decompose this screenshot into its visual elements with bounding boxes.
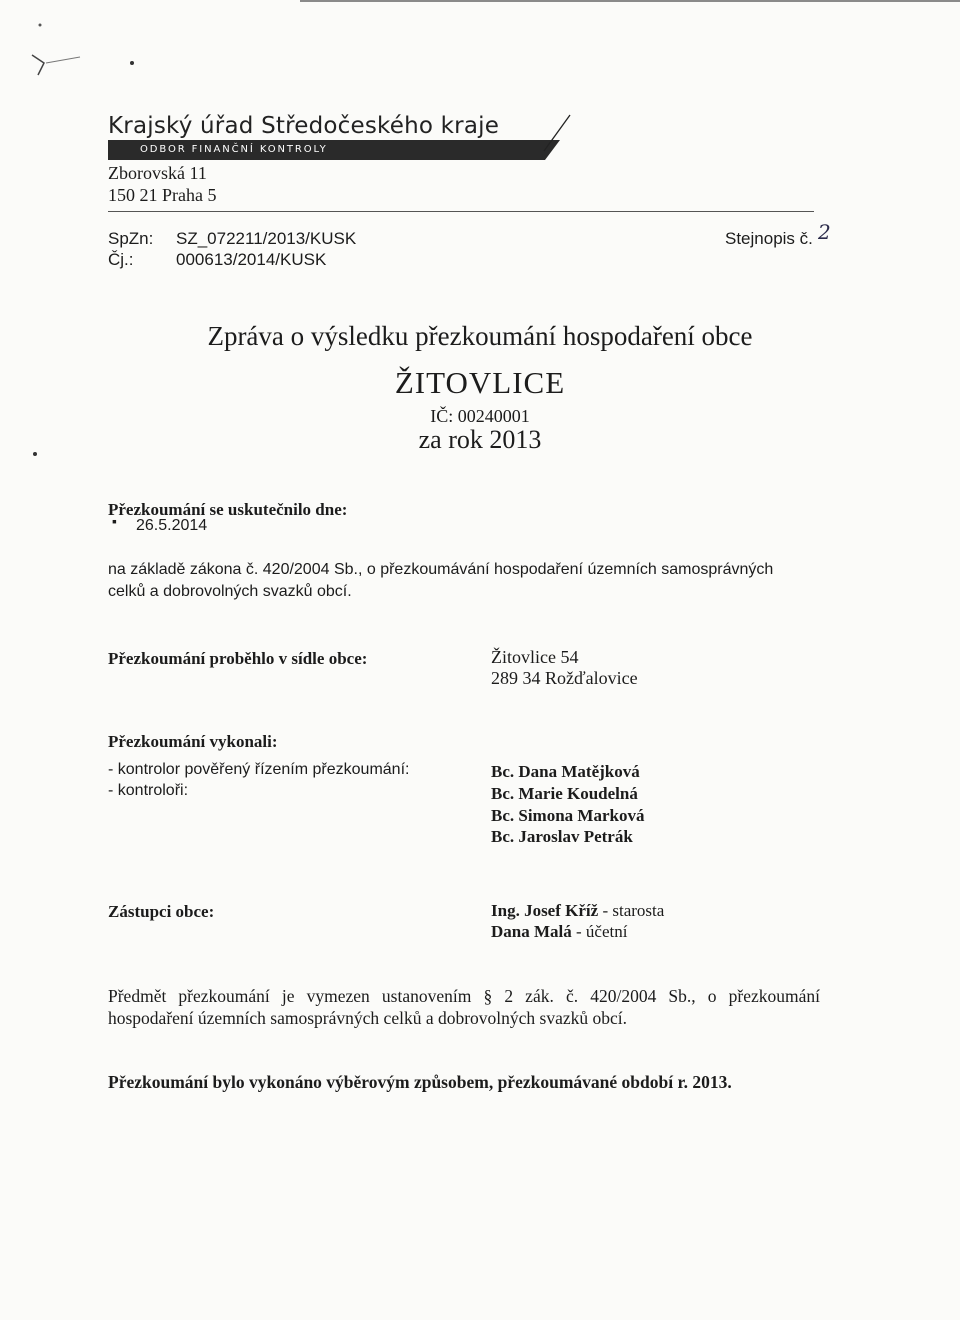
report-title: Zpráva o výsledku přezkoumání hospodaření obce: [207, 321, 753, 351]
top-border-line: [300, 0, 960, 2]
office-logo: [108, 113, 568, 163]
lead-inspector-label: - kontrolor pověřený řízením přezkoumání:: [108, 761, 410, 778]
cj-label: Čj.:: [108, 250, 134, 269]
representative-role: - starosta: [598, 901, 665, 920]
representative-name: Dana Malá: [491, 922, 572, 941]
inspector-name: Bc. Dana Matějková: [491, 762, 640, 781]
inspectors-label: - kontroloři:: [108, 782, 189, 799]
spzn-label: SpZn:: [108, 229, 154, 248]
location-line1: Žitovlice 54: [491, 647, 579, 667]
department-name: ODBOR FINANČNÍ KONTROLY: [140, 144, 328, 155]
spzn-value: SZ_072211/2013/KUSK: [176, 229, 357, 248]
margin-marks: [20, 15, 160, 105]
representative-2: [491, 921, 627, 943]
inspector-name: Bc. Jaroslav Petrák: [491, 827, 633, 846]
representatives-heading: Zástupci obce:: [108, 902, 215, 921]
copy-label: Stejnopis č.: [725, 229, 813, 248]
location-label: Přezkoumání proběhlo v sídle obce:: [108, 649, 368, 668]
cj-value: 000613/2014/KUSK: [176, 250, 327, 269]
law-basis-line2: celků a dobrovolných svazků obcí.: [108, 583, 352, 600]
subject-line2: hospodaření územních samosprávných celků a dobrovolných svazků obcí.: [108, 1008, 628, 1028]
representative-1: [491, 900, 664, 922]
closing-statement: Přezkoumání bylo vykonáno výběrovým způsobem, přezkoumávané období r. 2013.: [108, 1072, 732, 1092]
subject-line1: Předmět přezkoumání je vymezen ustanovením § 2 zák. č. 420/2004 Sb., o přezkoumání: [108, 986, 820, 1006]
header-divider: [108, 211, 814, 212]
scan-speck: [33, 452, 37, 456]
inspectors-heading: Přezkoumání vykonali:: [108, 732, 278, 751]
representative-role: - účetní: [571, 922, 628, 941]
municipality-name: ŽITOVLICE: [394, 365, 566, 400]
logo-slash: [526, 113, 576, 153]
date-bullet: ▪: [112, 515, 117, 530]
law-basis-line1: na základě zákona č. 420/2004 Sb., o přezkoumávání hospodaření územních samosprávných: [108, 561, 774, 578]
office-name: Krajský úřad Středočeského kraje: [108, 113, 500, 139]
location-line2: 289 34 Rožďalovice: [491, 668, 638, 688]
review-date: 26.5.2014: [136, 517, 208, 534]
inspector-name: Bc. Marie Koudelná: [491, 784, 638, 803]
copy-number: 2: [818, 220, 831, 244]
address-city: 150 21 Praha 5: [108, 185, 217, 205]
municipality-ic: IČ: 00240001: [430, 406, 530, 426]
representative-name: Ing. Josef Kříž: [491, 901, 599, 920]
inspector-name: Bc. Simona Marková: [491, 806, 645, 825]
date-heading: Přezkoumání se uskutečnilo dne:: [108, 500, 348, 519]
address-street: Zborovská 11: [108, 163, 207, 183]
report-year: za rok 2013: [418, 425, 542, 454]
